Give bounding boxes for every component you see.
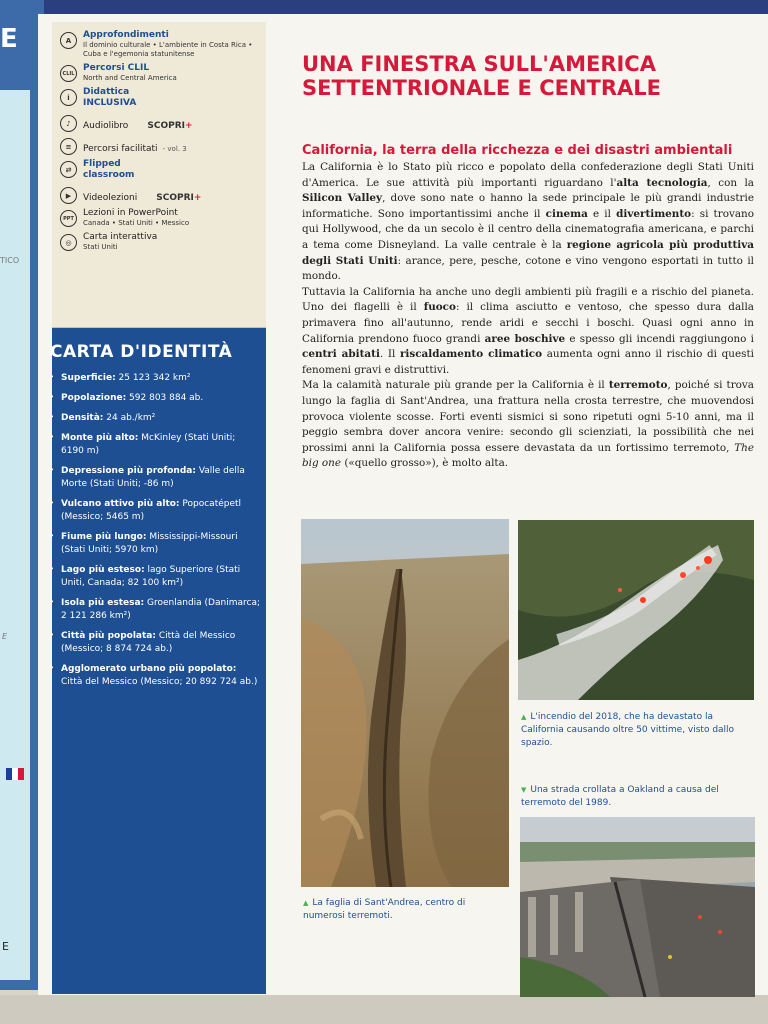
left-page-edge-letter: E	[2, 632, 8, 641]
text-run: , dove sono nate o hanno la sede principale le più grandi industrie informatiche. Sono importantissimi anche il	[302, 192, 754, 220]
triangle-up-icon: ▲	[521, 713, 527, 721]
fact-label: Lago più esteso:	[61, 565, 145, 575]
text-run: e il	[587, 207, 617, 220]
left-page-map	[0, 90, 30, 980]
text-run: The big one	[302, 441, 754, 470]
fact-value: Città del Messico (Messico; 20 892 724 ab.)	[61, 677, 258, 687]
approfondimenti-icon: A	[60, 32, 77, 49]
fact-value: McKinley (Stati Uniti; 6190 m)	[61, 433, 236, 456]
carta-identita-list	[50, 372, 260, 696]
play-icon: ▶	[60, 187, 77, 204]
text-run: Tuttavia la California ha anche uno degli ambienti più fragili e a rischio del pianeta. Uno dei flagelli è il	[302, 285, 754, 314]
map-pin-icon: ◎	[60, 234, 77, 251]
left-page-map-label: TICO	[0, 256, 20, 265]
book-icon: ≡	[60, 138, 77, 155]
fact-label: Densità:	[61, 413, 104, 423]
resource-powerpoint[interactable]	[60, 208, 260, 228]
triangle-up-icon: ▲	[303, 899, 309, 907]
resource-sub: Stati Uniti	[83, 243, 118, 251]
section-subtitle: California, la terra della ricchezza e dei disastri ambientali	[302, 143, 733, 158]
paragraph-2	[302, 285, 754, 379]
resource-carta-interattiva[interactable]	[60, 232, 260, 252]
page-title: UNA FINESTRA SULL'AMERICA SETTENTRIONALE E CENTRALE	[302, 52, 662, 100]
french-flag-icon	[6, 768, 24, 780]
text-run: . Il	[379, 348, 400, 361]
resource-didattica-inclusiva[interactable]	[60, 87, 260, 109]
text-run: , con la	[707, 176, 755, 189]
text-run: centri abitati	[302, 348, 380, 361]
text-run: : il clima asciutto e ventoso, che spesso dura dalla primavera fino all'autunno, rende aridi e secchi i boschi. Quasi ogni anno in California prendono fuoco grandi	[302, 301, 754, 345]
fact-item	[50, 630, 260, 656]
paragraph-1	[302, 160, 754, 285]
oakland-collapsed-road-photo	[520, 817, 755, 997]
fact-item	[50, 465, 260, 491]
resource-title: Videolezioni	[83, 193, 138, 203]
text-run: , poiché si trova lungo la faglia di Sant'Andrea, una frattura nella crosta terrestre, che muovendosi provoca violente scosse. Forti eventi sismici si sono ripetuti ogni 5-10 anni, ma il peggio sembra dover ancora venire: secondo gli scienziati, la possibilità che nei prossimi anni la California possa essere devastata da un fortissimo terremoto,	[302, 379, 754, 454]
road-photo-caption: ▼ Una strada crollata a Oakland a causa del terremoto del 1989.	[521, 785, 719, 808]
fact-label: Popolazione:	[61, 393, 127, 403]
resource-clil[interactable]	[60, 63, 260, 83]
text-run: aumenta ogni anno il rischio di questi fenomeni gravi e distruttivi.	[302, 348, 754, 376]
text-run: regione agricola più produttiva degli Stati Uniti	[302, 238, 755, 267]
fact-label: Città più popolata:	[61, 631, 156, 641]
fact-label: Vulcano attivo più alto:	[61, 499, 180, 509]
resource-flipped-classroom[interactable]	[60, 159, 260, 181]
fact-value: Città del Messico (Messico; 8 874 724 ab.)	[61, 631, 236, 654]
fact-value: Valle della Morte (Stati Uniti; -86 m)	[61, 466, 245, 489]
fact-label: Fiume più lungo:	[61, 532, 147, 542]
background-bottom	[0, 995, 768, 1024]
fact-value: lago Superiore (Stati Uniti, Canada; 82 100 km²)	[61, 565, 241, 588]
fact-item	[50, 531, 260, 557]
text-run: Ma la calamità naturale più grande per la California è il	[302, 379, 609, 392]
california-fire-satellite-photo	[518, 520, 754, 700]
paragraph-3	[302, 378, 754, 472]
fire-photo-caption: ▲ L'incendio del 2018, che ha devastato la California causando oltre 50 vittime, visto dallo spazio.	[521, 712, 735, 748]
text-run: aree boschive	[484, 332, 566, 345]
scopri-button[interactable]: SCOPRI+	[156, 193, 202, 203]
resource-sub: Canada • Stati Uniti • Messico	[83, 219, 190, 227]
resource-title: Carta interattiva	[83, 232, 158, 242]
left-page-letter: E	[0, 24, 18, 54]
resources-list	[60, 30, 260, 256]
text-run: riscaldamento climatico	[399, 348, 543, 361]
resource-title: Didattica INCLUSIVA	[83, 87, 137, 108]
fact-value: 592 803 884 ab.	[126, 393, 204, 403]
inclusiva-icon: i	[60, 89, 77, 106]
text-run: : si trovano qui Hollywood, che da un secolo è il centro della cinematografia americana, e parchi a tema come Disneyland. La valle centrale è la	[302, 207, 754, 251]
powerpoint-icon: PPT	[60, 210, 77, 227]
fact-value: 24 ab./km²	[103, 413, 156, 423]
fact-label: Superficie:	[61, 373, 116, 383]
left-page-bottom-letter: E	[2, 940, 9, 953]
text-run: Silicon Valley	[302, 192, 383, 205]
flipped-icon: ⇄	[60, 161, 77, 178]
fact-value: Popocatépetl (Messico; 5465 m)	[61, 499, 242, 522]
fact-item	[50, 564, 260, 590]
fact-item	[50, 392, 260, 405]
fact-item	[50, 412, 260, 425]
carta-identita-title: CARTA D'IDENTITÀ	[50, 342, 233, 362]
fact-label: Isola più estesa:	[61, 598, 145, 608]
fact-label: Agglomerato urbano più popolato:	[61, 664, 237, 674]
resource-title: Flipped classroom	[83, 159, 135, 180]
text-run: fuoco	[423, 301, 456, 314]
fact-label: Monte più alto:	[61, 433, 139, 443]
fact-item	[50, 432, 260, 458]
text-run: : arance, pere, pesche, cotone e vino vengono esportati in tutto il mondo.	[302, 254, 754, 283]
text-run: e spesso gli incendi raggiungono i	[565, 332, 754, 345]
fact-label: Depressione più profonda:	[61, 466, 196, 476]
fact-value: Groenlandia (Danimarca; 2 121 286 km²)	[61, 598, 260, 621]
text-run: cinema	[545, 207, 588, 220]
text-run: («quello grosso»), è molto alta.	[341, 457, 509, 470]
fact-item	[50, 498, 260, 524]
resource-title: Approfondimenti	[83, 30, 169, 40]
fact-item	[50, 663, 260, 689]
fault-photo-caption: ▲ La faglia di Sant'Andrea, centro di numerosi terremoti.	[303, 898, 466, 921]
text-run: terremoto	[608, 379, 668, 392]
headphones-icon: ♪	[60, 115, 77, 132]
fact-item	[50, 372, 260, 385]
resource-sub: Il dominio culturale • L'ambiente in Costa Rica • Cuba e l'egemonia statunitense	[83, 41, 253, 58]
resource-title: Audiolibro	[83, 121, 129, 131]
fact-value: Mississippi-Missouri (Stati Uniti; 5970 km)	[61, 532, 238, 555]
triangle-down-icon: ▼	[521, 786, 527, 794]
text-run: La California è lo Stato più ricco e popolato della confederazione degli Stati Uniti d'America. Le sue attività più importanti riguardano l'	[302, 161, 754, 189]
resource-volume: - vol. 3	[162, 145, 187, 153]
resource-videolezioni[interactable]	[60, 185, 260, 204]
resource-approfondimenti[interactable]	[60, 30, 260, 59]
article-body	[302, 160, 754, 472]
resource-audiolibro[interactable]	[60, 113, 260, 132]
text-run: alta tecnologia	[616, 176, 708, 189]
scopri-button[interactable]: SCOPRI+	[147, 121, 193, 131]
fact-item	[50, 597, 260, 623]
fact-value: 25 123 342 km²	[115, 373, 191, 383]
clil-icon: CLIL	[60, 65, 77, 82]
resource-title: Percorsi CLIL	[83, 63, 150, 73]
resource-title: Lezioni in PowerPoint	[83, 208, 178, 218]
text-run: divertimento	[616, 207, 692, 220]
resource-title: Percorsi facilitati	[83, 144, 158, 154]
resource-percorsi-facilitati[interactable]	[60, 136, 260, 155]
san-andreas-fault-photo	[301, 519, 509, 887]
resource-sub: North and Central America	[83, 74, 177, 82]
